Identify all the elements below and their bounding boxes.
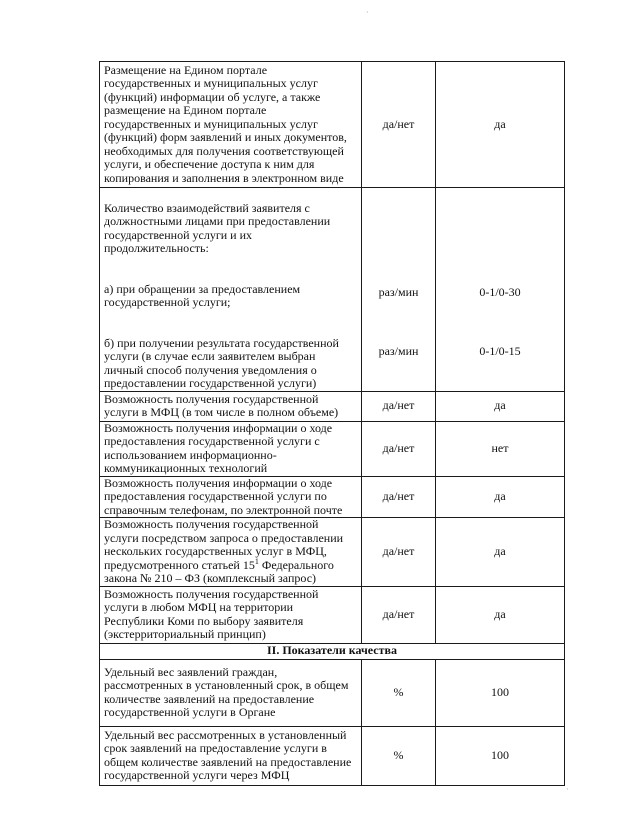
value-sub-b: 0-1/0-15 bbox=[479, 344, 521, 359]
indicator-text-line: копирования и заполнения в электронном виде bbox=[104, 170, 344, 185]
indicator-text-line: государственных и муниципальных услуг bbox=[104, 76, 318, 91]
indicator-text-line: предоставления государственной услуги по bbox=[104, 489, 327, 503]
value-cell: нет bbox=[436, 421, 565, 476]
indicator-text-line: государственной услуги через МФЦ bbox=[104, 768, 290, 782]
unit-cell: да/нет bbox=[362, 586, 436, 643]
unit-cell: да/нет bbox=[362, 518, 436, 587]
indicator-sub-b-line: услуги (в случае если заявителем выбран bbox=[104, 349, 316, 363]
indicator-name-cell bbox=[100, 188, 362, 392]
indicator-text-line: общем количестве заявлений на предоставление bbox=[104, 754, 352, 769]
value-cell: да bbox=[436, 476, 565, 518]
indicator-text-line: срок заявлений на предоставление услуги в bbox=[104, 741, 327, 755]
indicator-name-cell bbox=[100, 586, 362, 643]
scan-artifact-mark: · bbox=[566, 785, 569, 794]
law-article-tail: Федерального bbox=[258, 557, 334, 572]
indicator-text-line: должностными лицами при предоставлении bbox=[104, 214, 331, 228]
indicator-text-line: Размещение на Едином портале bbox=[104, 62, 268, 77]
table-row bbox=[100, 62, 565, 188]
value-sub-a: 0-1/0-30 bbox=[479, 285, 521, 300]
unit-cell: % bbox=[362, 659, 436, 726]
section-title: II. Показатели качества bbox=[100, 643, 565, 659]
indicator-text-line: справочным телефонам, по электронной почте bbox=[104, 502, 343, 517]
value-cell: да bbox=[436, 586, 565, 643]
indicator-text-line: услуги, и обеспечение доступа к ним для bbox=[104, 157, 315, 172]
indicator-text-line: государственной услуги и их bbox=[104, 227, 253, 242]
value-cell bbox=[436, 188, 565, 392]
indicator-text-line: Возможность получения информации о ходе bbox=[104, 476, 333, 490]
table-row bbox=[100, 518, 565, 587]
unit-cell: да/нет bbox=[362, 421, 436, 476]
indicator-text-line: услуги в любом МФЦ на территории bbox=[104, 600, 294, 614]
indicator-text-line: рассмотренных в установленный срок, в общем bbox=[104, 678, 349, 692]
indicator-text-line: услуги в МФЦ (в том числе в полном объеме) bbox=[104, 405, 339, 419]
indicator-text-line: нескольких государственных услуг в МФЦ, bbox=[104, 544, 327, 558]
table-row bbox=[100, 659, 565, 726]
indicator-text-line: (функций) форм заявлений и иных документов, bbox=[104, 130, 347, 145]
table-row bbox=[100, 391, 565, 421]
indicator-text-line: государственной услуги в Органе bbox=[104, 705, 276, 719]
unit-cell: % bbox=[362, 726, 436, 785]
table-row bbox=[100, 421, 565, 476]
indicator-text-line: продолжительность: bbox=[104, 241, 209, 255]
table-row bbox=[100, 586, 565, 643]
indicators-table bbox=[99, 61, 565, 786]
indicator-text-line: Удельный вес заявлений граждан, bbox=[104, 664, 278, 679]
law-article-superscript: 1 bbox=[254, 556, 259, 566]
indicator-text-line: государственных и муниципальных услуг bbox=[104, 116, 318, 131]
indicator-sub-b-line: личный способ получения уведомления о bbox=[104, 362, 317, 377]
indicator-text-line: Количество взаимодействий заявителя с bbox=[104, 200, 310, 215]
unit-cell bbox=[362, 188, 436, 392]
indicator-sub-a-line: государственной услуги; bbox=[104, 295, 231, 309]
indicator-text-line: Возможность получения информации о ходе bbox=[104, 421, 333, 435]
indicator-text-line bbox=[104, 556, 357, 573]
indicator-name-cell bbox=[100, 518, 362, 587]
indicator-text-line: услуги посредством запроса о предоставлении bbox=[104, 530, 344, 545]
indicator-name-cell bbox=[100, 659, 362, 726]
indicator-text-line: (экстерриториальный принцип) bbox=[104, 627, 266, 641]
scan-artifact-mark: · bbox=[366, 8, 369, 17]
law-article-text: предусмотренного статьей 15 bbox=[104, 557, 255, 572]
indicator-text-line: (функций) информации об услуге, а также bbox=[104, 89, 321, 104]
value-cell: да bbox=[436, 518, 565, 587]
indicator-text-line: закона № 210 – ФЗ (комплексный запрос) bbox=[104, 571, 317, 585]
unit-sub-b: раз/мин bbox=[378, 344, 419, 359]
value-cell: 100 bbox=[436, 726, 565, 785]
indicator-name-cell bbox=[100, 421, 362, 476]
indicator-text-line: предоставления государственной услуги с bbox=[104, 434, 320, 448]
unit-cell: да/нет bbox=[362, 476, 436, 518]
indicator-name-cell bbox=[100, 391, 362, 421]
indicator-name-cell bbox=[100, 726, 362, 785]
indicator-sub-b-line: б) при получении результата государственной bbox=[104, 335, 339, 350]
unit-cell: да/нет bbox=[362, 391, 436, 421]
indicator-text-line: коммуникационных технологий bbox=[104, 461, 268, 475]
unit-cell: да/нет bbox=[362, 62, 436, 188]
indicator-sub-b-line: предоставлении государственной услуги) bbox=[104, 376, 317, 390]
value-cell: да bbox=[436, 391, 565, 421]
indicator-text-line: Возможность получения государственной bbox=[104, 517, 319, 531]
indicator-text-line: необходимых для получения соответствующей bbox=[104, 143, 344, 158]
indicator-sub-a-line: а) при обращении за предоставлением bbox=[104, 281, 301, 296]
indicator-text-line: Возможность получения государственной bbox=[104, 391, 319, 406]
table-row bbox=[100, 188, 565, 392]
indicator-text-line: Возможность получения государственной bbox=[104, 586, 319, 601]
table-row bbox=[100, 476, 565, 518]
indicator-text-line: количестве заявлений на предоставление bbox=[104, 691, 315, 706]
value-cell: 100 bbox=[436, 659, 565, 726]
section-row bbox=[100, 643, 565, 659]
table-row bbox=[100, 726, 565, 785]
indicator-text-line: размещение на Едином портале bbox=[104, 103, 267, 118]
indicator-name-cell bbox=[100, 476, 362, 518]
indicator-name-cell bbox=[100, 62, 362, 188]
value-cell: да bbox=[436, 62, 565, 188]
indicator-text-line: Удельный вес рассмотренных в установленный bbox=[104, 727, 347, 742]
unit-sub-a: раз/мин bbox=[378, 285, 419, 300]
indicator-text-line: использованием информационно- bbox=[104, 447, 277, 462]
indicator-text-line: Республики Коми по выбору заявителя bbox=[104, 613, 304, 628]
